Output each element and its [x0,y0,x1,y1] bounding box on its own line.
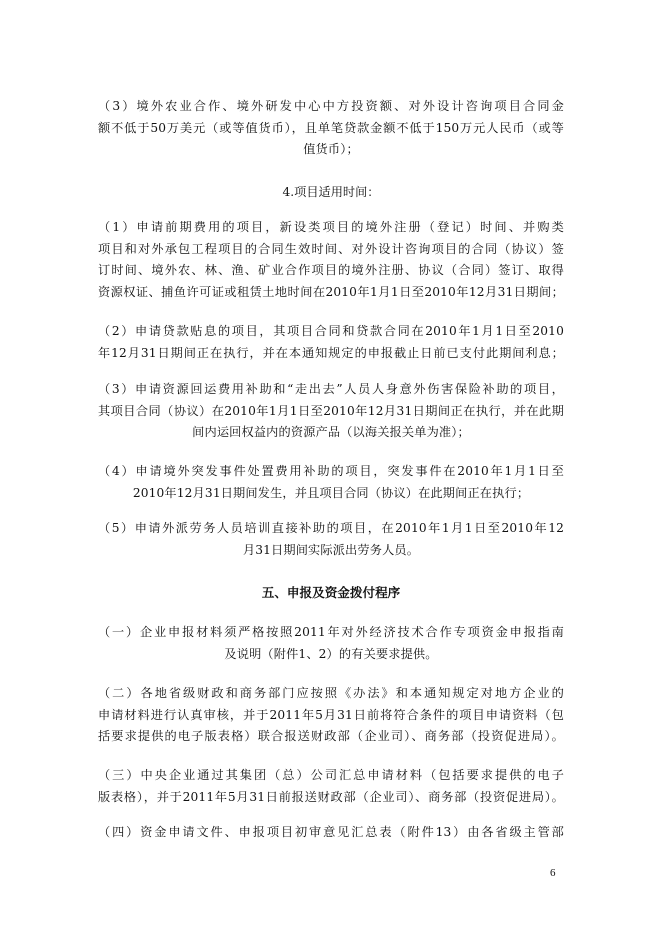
text-line: （二）各地省级财政和商务部门应按照《办法》和本通知规定对地方企业的 [98,686,564,700]
text-line: 其项目合同（协议）在2010年1月1日至2010年12月31日期间正在执行，并在此期 [98,403,564,418]
text-line: 版表格），并于2011年5月31日前报送财政部（企业司）、商务部（投资促进局）。 [98,789,564,804]
paragraph-item-3 [98,379,564,444]
section-4-title: 4.项目适用时间： [282,185,380,199]
section-5-heading: 五、申报及资金拨付程序 [261,585,401,600]
text-line: （3）申请资源回运费用补助和“走出去”人员人身意外伤害保险补助的项目， [98,382,564,396]
paragraph-item-2 [98,321,564,364]
text-line: 订时间、境外农、林、渔、矿业合作项目的境外注册、协议（合同）签订、取得 [98,263,564,277]
paragraph-item-5 [98,518,564,561]
paragraph-item-three [98,765,564,808]
text-line: 间内运回权益内的资源产品（以海关报关单为准）； [192,425,470,439]
text-line: 月31日期间实际派出劳务人员。 [242,542,420,557]
text-line: （四）资金申请文件、申报项目初审意见汇总表（附件13）由各省级主管部 [98,825,564,839]
text-line: （5）申请外派劳务人员培训直接补助的项目，在2010年1月1日至2010年12 [98,521,564,535]
text-line: 项目和对外承包工程项目的合同生效时间、对外设计咨询项目的合同（协议）签 [98,241,564,256]
text-line: （一）企业申报材料须严格按照2011年对外经济技术合作专项资金申报指南 [98,625,564,639]
text-line: 申请材料进行认真审核，并于2011年5月31日前将符合条件的项目申请资料（包 [98,707,564,722]
text-line: 值货币）； [303,142,359,156]
paragraph-item-1 [98,217,564,303]
paragraph-overseas-agriculture [98,96,564,161]
text-line: 2010年12月31日期间发生，并且项目合同（协议）在此期间正在执行； [132,485,530,500]
text-line: （1）申请前期费用的项目，新设类项目的境外注册（登记）时间、并购类 [98,220,564,234]
paragraph-item-two [98,683,564,748]
text-line: 年12月31日期间正在执行，并在本通知规定的申报截止日前已支付此期间利息； [98,345,564,360]
text-line: 括要求提供的电子版表格）联合报送财政部（企业司）、商务部（投资促进局）。 [98,729,564,743]
text-line: （3）境外农业合作、境外研发中心中方投资额、对外设计咨询项目合同金 [98,99,564,113]
text-line: 及说明（附件1、2）的有关要求提供。 [224,646,438,661]
text-line: 资源权证、捕鱼许可证或租赁土地时间在2010年1月1日至2010年12月31日期间； [98,284,564,299]
page-number: 6 [550,867,556,879]
text-line: （4）申请境外突发事件处置费用补助的项目，突发事件在2010年1月1日至 [98,464,564,478]
paragraph-item-four [98,822,564,844]
text-line: （2）申请贷款贴息的项目，其项目合同和贷款合同在2010年1月1日至2010 [98,324,564,338]
text-line: （三）中央企业通过其集团（总）公司汇总申请材料（包括要求提供的电子 [98,768,564,782]
paragraph-item-one [98,622,564,665]
text-line: 额不低于50万美元（或等值货币），且单笔贷款金额不低于150万元人民币（或等 [98,120,564,135]
paragraph-item-4 [98,461,564,504]
